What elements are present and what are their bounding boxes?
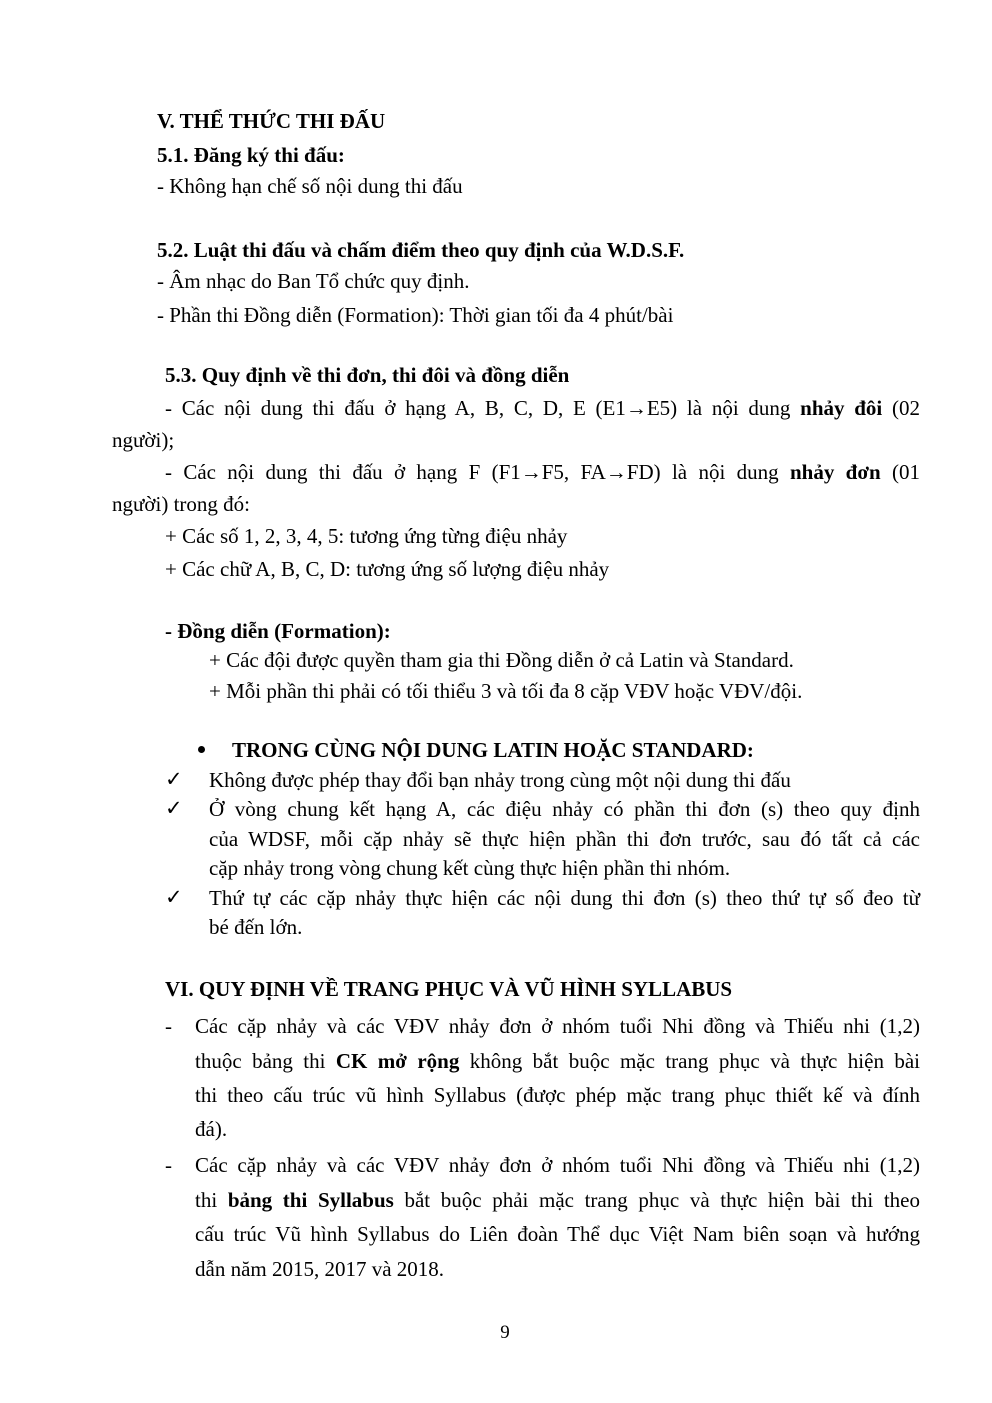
list-item-continuation: thi theo cấu trúc vũ hình Syllabus (được phép mặc trang phục thiết kế và đính bbox=[195, 1083, 920, 1107]
checkmark-icon: ✓ bbox=[165, 885, 183, 909]
paragraph: - Âm nhạc do Ban Tổ chức quy định. bbox=[157, 269, 470, 293]
list-item-continuation: dẫn năm 2015, 2017 và 2018. bbox=[195, 1257, 445, 1281]
list-item: + Mỗi phần thi phải có tối thiểu 3 và tối đa 8 cặp VĐV hoặc VĐV/đội. bbox=[209, 679, 803, 703]
bullet-icon bbox=[198, 746, 205, 753]
check-item: Không được phép thay đổi bạn nhảy trong cùng một nội dung thi đấu bbox=[209, 768, 791, 792]
dash-icon: - bbox=[165, 1014, 172, 1038]
subsection-heading: - Đồng diễn (Formation): bbox=[165, 619, 391, 643]
subsection-heading: 5.3. Quy định về thi đơn, thi đôi và đồng diễn bbox=[165, 363, 570, 387]
list-item-continuation: cấu trúc Vũ hình Syllabus do Liên đoàn Thể dục Việt Nam biên soạn và hướng bbox=[195, 1222, 920, 1246]
list-item: + Các chữ A, B, C, D: tương ứng số lượng điệu nhảy bbox=[165, 557, 610, 581]
list-item-continuation: đá). bbox=[195, 1117, 228, 1141]
checkmark-icon: ✓ bbox=[165, 767, 183, 791]
dash-icon: - bbox=[165, 1153, 172, 1177]
section-heading: V. THỂ THỨC THI ĐẤU bbox=[157, 109, 386, 133]
check-item-continuation: bé đến lớn. bbox=[209, 915, 303, 939]
check-item-continuation: cặp nhảy trong vòng chung kết cùng thực hiện phần thi nhóm. bbox=[209, 856, 731, 880]
paragraph: - Các nội dung thi đấu ở hạng A, B, C, D, E (E1→E5) là nội dung nhảy đôi (02 bbox=[165, 396, 920, 420]
check-item: Thứ tự các cặp nhảy thực hiện các nội dung thi đơn (s) theo thứ tự số đeo từ bbox=[209, 886, 920, 910]
paragraph: - Các nội dung thi đấu ở hạng F (F1→F5, FA→FD) là nội dung nhảy đơn (01 bbox=[165, 460, 920, 484]
check-item-continuation: của WDSF, mỗi cặp nhảy sẽ thực hiện phần thi đơn trước, sau đó tất cả các bbox=[209, 827, 920, 851]
paragraph: - Phần thi Đồng diễn (Formation): Thời gian tối đa 4 phút/bài bbox=[157, 303, 674, 327]
subsection-heading: 5.1. Đăng ký thi đấu: bbox=[157, 143, 345, 167]
paragraph-continuation: người) trong đó: bbox=[112, 492, 250, 516]
paragraph-continuation: người); bbox=[112, 428, 175, 452]
list-item-continuation: thi bảng thi Syllabus bắt buộc phải mặc trang phục và thực hiện bài thi theo bbox=[195, 1188, 920, 1212]
list-item-continuation: thuộc bảng thi CK mở rộng không bắt buộc mặc trang phục và thực hiện bài bbox=[195, 1049, 921, 1073]
list-item: Các cặp nhảy và các VĐV nhảy đơn ở nhóm tuổi Nhi đồng và Thiếu nhi (1,2) bbox=[195, 1153, 920, 1177]
list-item: Các cặp nhảy và các VĐV nhảy đơn ở nhóm tuổi Nhi đồng và Thiếu nhi (1,2) bbox=[195, 1014, 920, 1038]
page-number: 9 bbox=[500, 1322, 510, 1343]
section-heading: VI. QUY ĐỊNH VỀ TRANG PHỤC VÀ VŨ HÌNH SYLLABUS bbox=[165, 977, 733, 1001]
checkmark-icon: ✓ bbox=[165, 796, 183, 820]
list-item: + Các đội được quyền tham gia thi Đồng diễn ở cả Latin và Standard. bbox=[209, 648, 794, 672]
list-item: + Các số 1, 2, 3, 4, 5: tương ứng từng điệu nhảy bbox=[165, 524, 568, 548]
paragraph: - Không hạn chế số nội dung thi đấu bbox=[157, 174, 463, 198]
bullet-heading: TRONG CÙNG NỘI DUNG LATIN HOẶC STANDARD: bbox=[232, 738, 754, 762]
check-item: Ở vòng chung kết hạng A, các điệu nhảy có phần thi đơn (s) theo quy định bbox=[209, 797, 920, 821]
subsection-heading: 5.2. Luật thi đấu và chấm điểm theo quy định của W.D.S.F. bbox=[157, 238, 685, 262]
